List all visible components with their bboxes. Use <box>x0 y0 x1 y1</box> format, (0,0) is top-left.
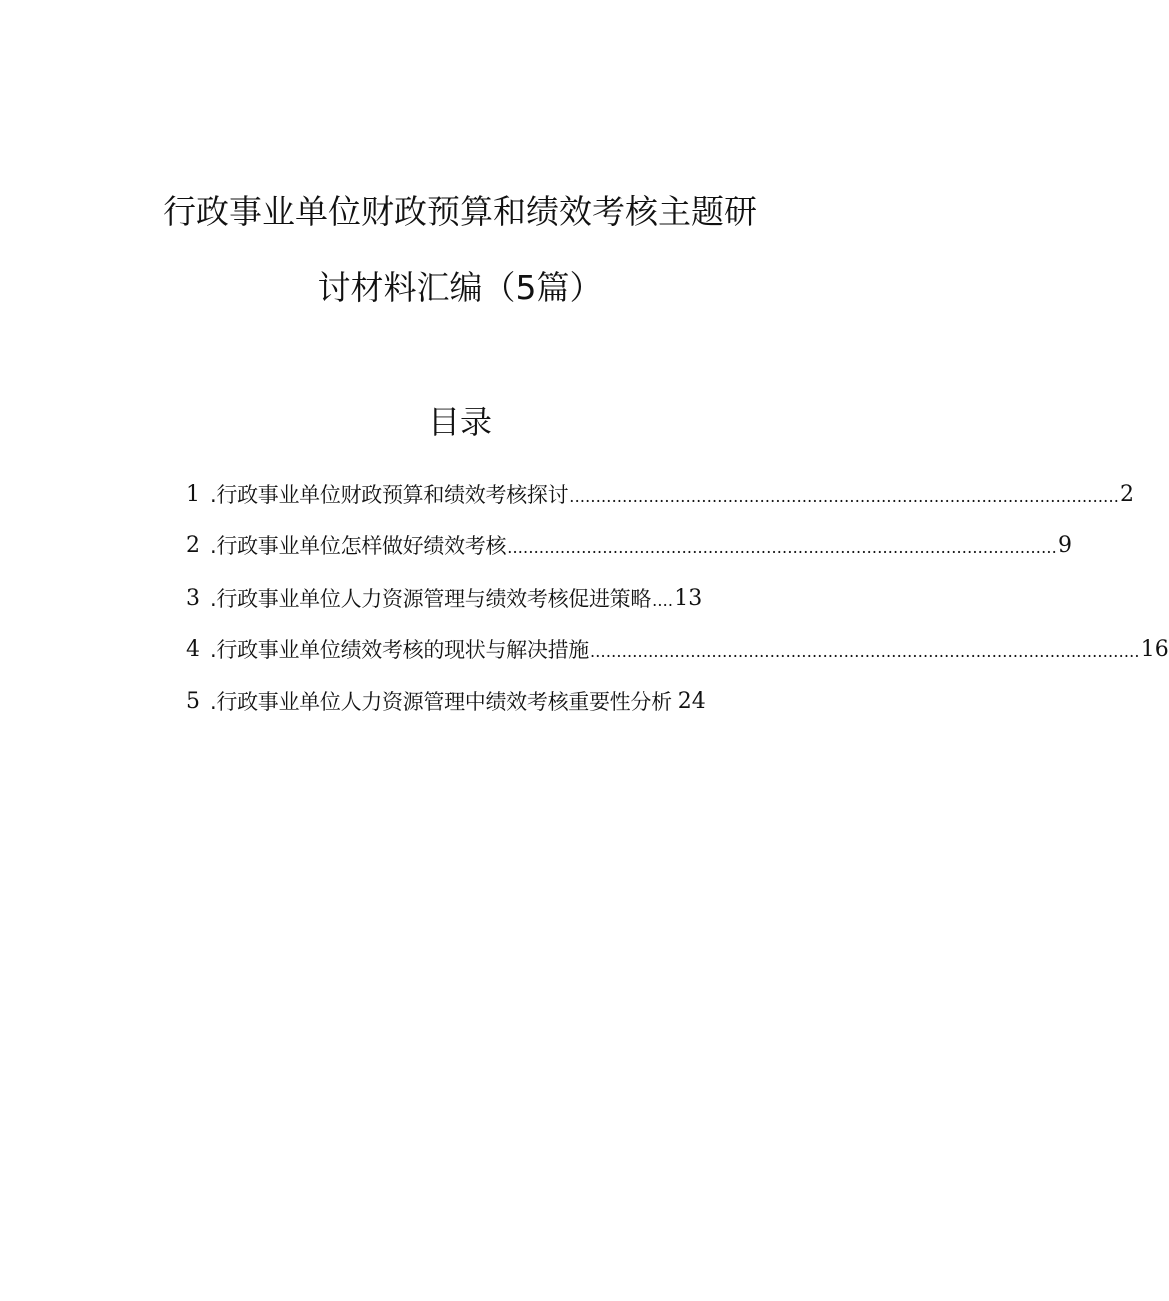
toc-leader-dots: .... <box>652 591 674 610</box>
toc-entry-title: .行政事业单位人力资源管理与绩效考核促进策略 <box>210 587 652 611</box>
toc-entry-3[interactable] <box>186 580 778 616</box>
toc-entry-title: .行政事业单位财政预算和绩效考核探讨 <box>210 483 569 507</box>
toc-entry-number: 4 <box>186 636 200 662</box>
document-title-line-2: 讨材料汇编（5篇） <box>317 268 603 307</box>
toc-entry-page: 16 <box>1140 636 1169 662</box>
toc-entry-page: 13 <box>674 585 703 611</box>
toc-entry-number: 2 <box>186 532 200 558</box>
toc-leader-dots: ........................................................................................................ <box>589 642 1140 661</box>
toc-entry-title: .行政事业单位怎样做好绩效考核 <box>210 534 507 558</box>
toc-entry-number: 1 <box>186 481 200 507</box>
toc-entry-5[interactable] <box>186 683 778 719</box>
toc-entry-2[interactable] <box>186 527 1072 563</box>
toc-entry-number: 3 <box>186 585 200 611</box>
toc-entry-page: 2 <box>1120 481 1135 507</box>
toc-entry-title: .行政事业单位人力资源管理中绩效考核重要性分析 <box>210 690 672 714</box>
toc-leader-dots: ........................................................................................................ <box>569 487 1120 506</box>
toc-entry-number: 5 <box>186 688 200 714</box>
toc-leader-dots: ........................................................................................................ <box>507 538 1057 557</box>
toc-entry-1[interactable] <box>186 476 1135 512</box>
toc-heading: 目录 <box>427 403 492 441</box>
toc-entry-4[interactable] <box>186 631 1169 667</box>
document-title-line-1: 行政事业单位财政预算和绩效考核主题研 <box>163 192 757 231</box>
toc-entry-page: 24 <box>677 688 706 714</box>
toc-entry-title: .行政事业单位绩效考核的现状与解决措施 <box>210 638 589 662</box>
toc-entry-page: 9 <box>1057 532 1072 558</box>
